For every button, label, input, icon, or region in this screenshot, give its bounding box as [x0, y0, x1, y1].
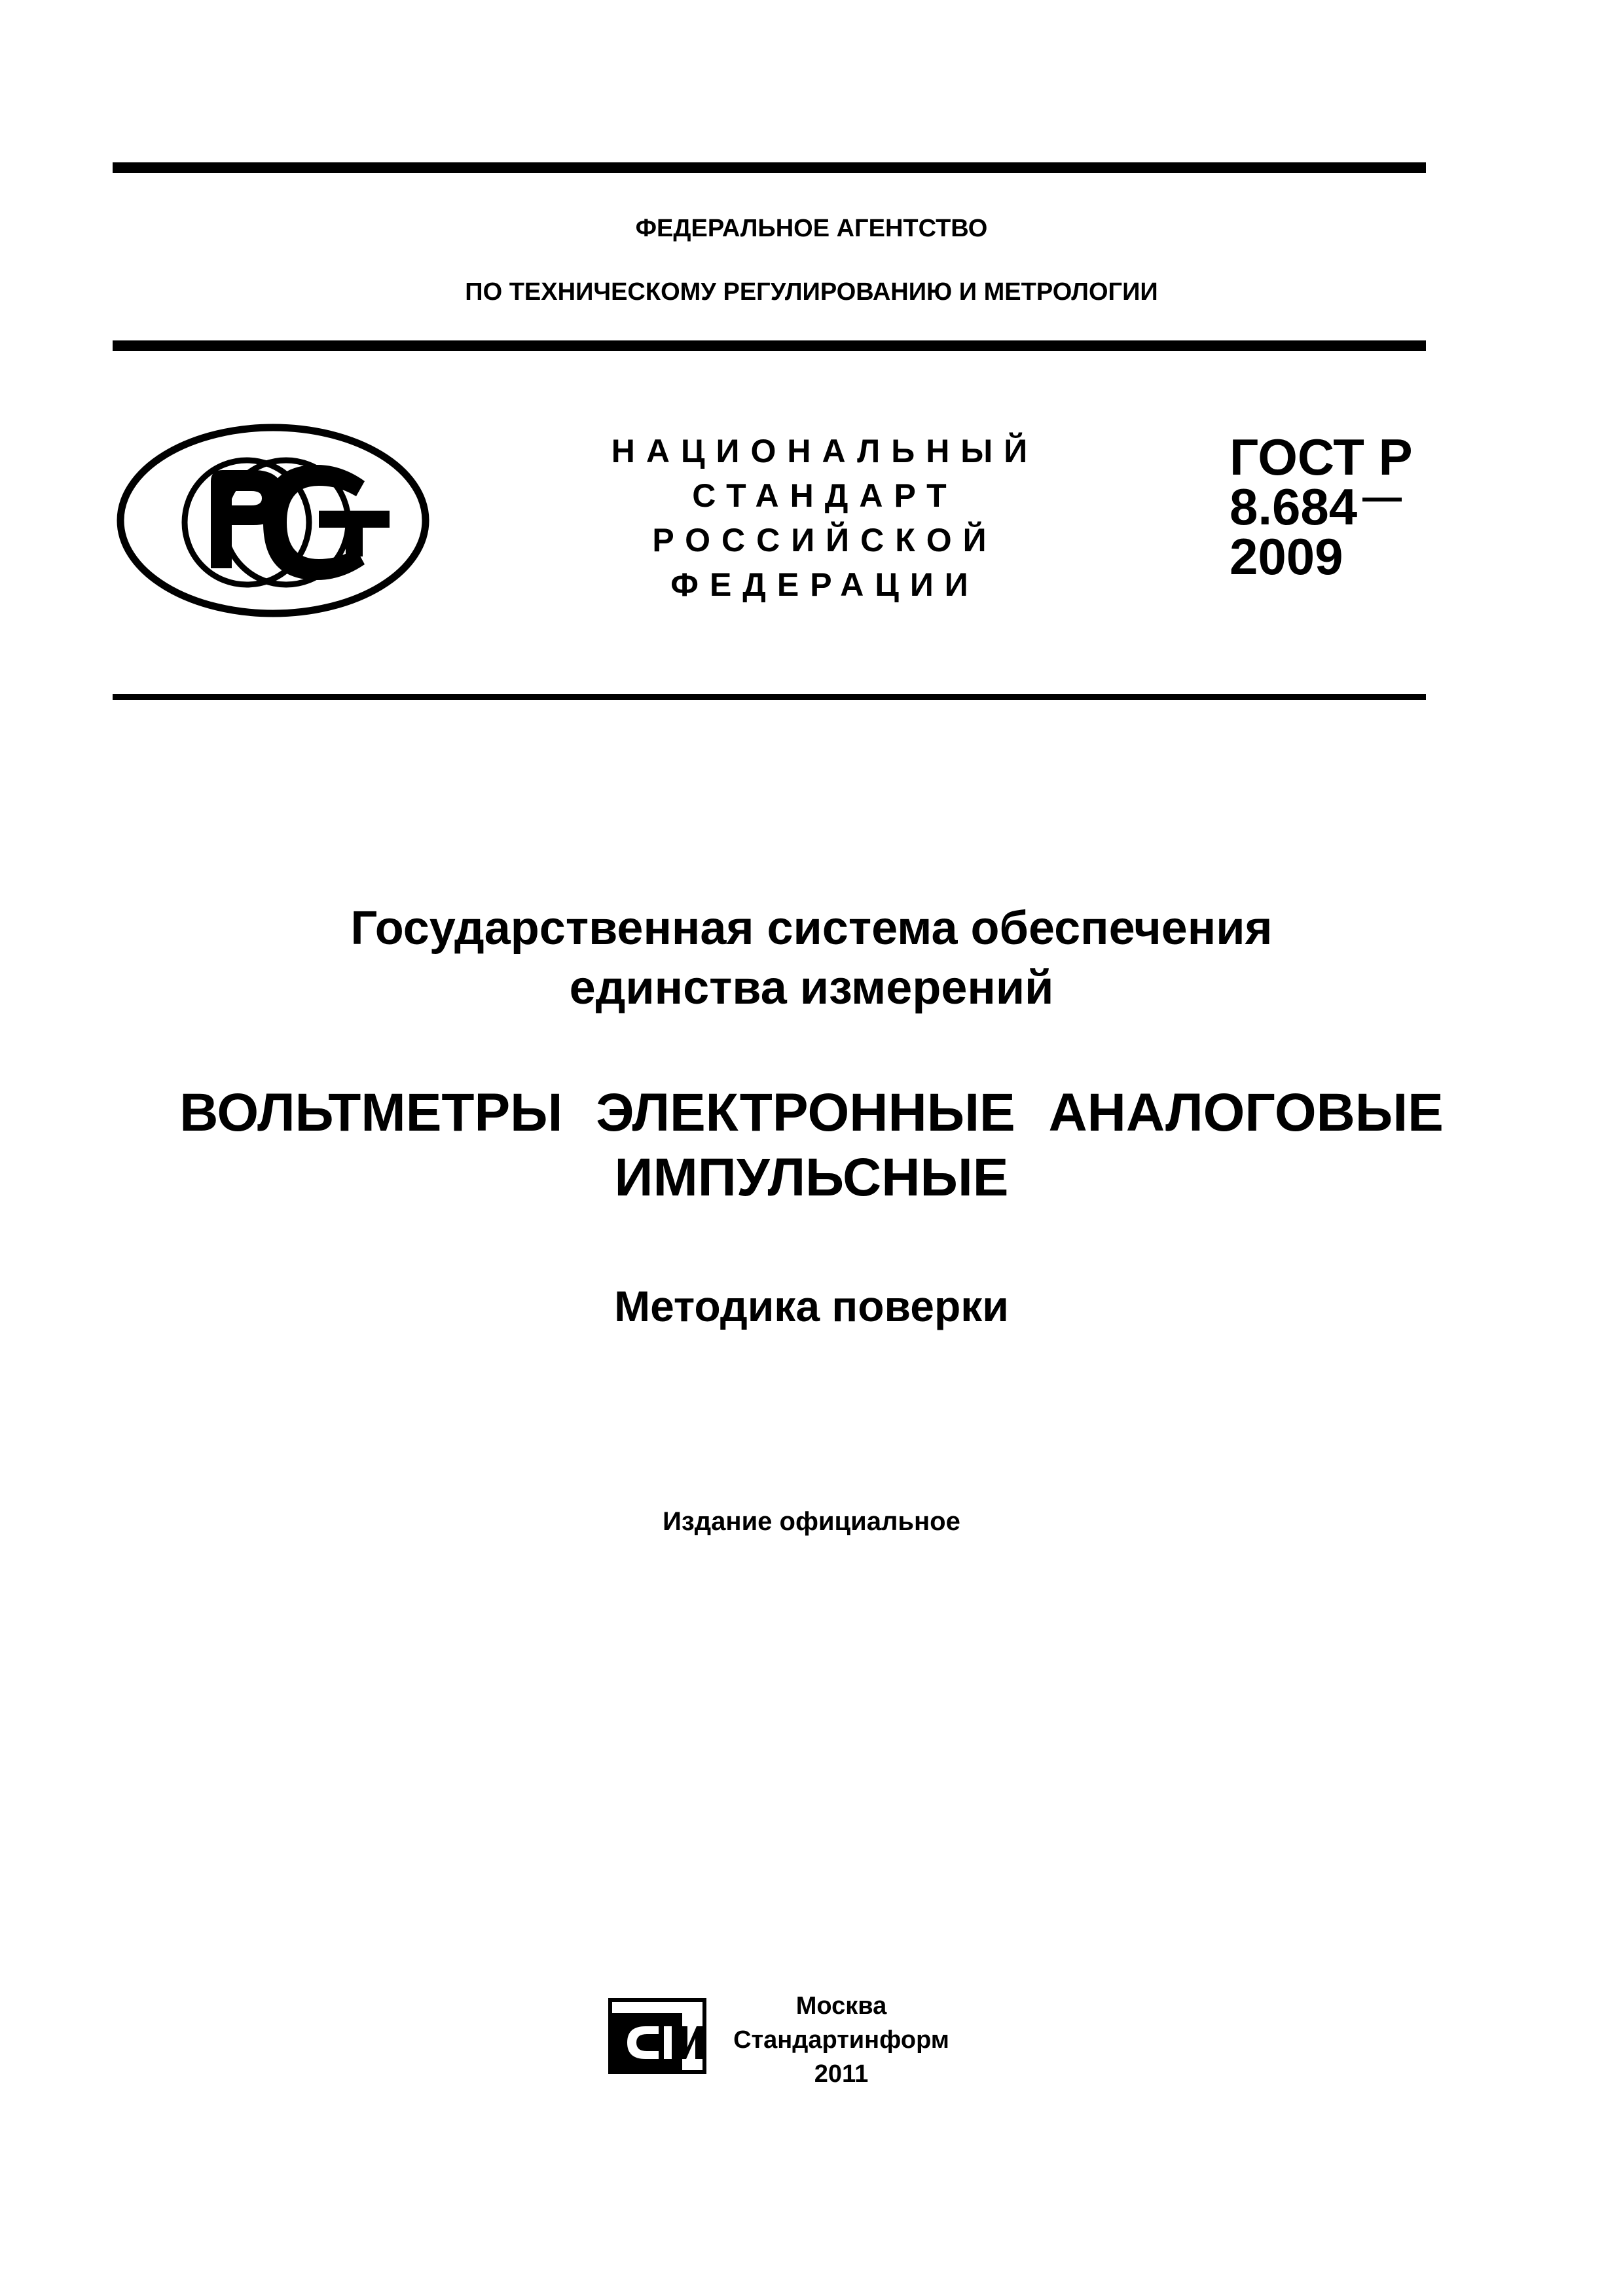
block-rule: [113, 694, 1426, 700]
rst-emblem-icon: [113, 419, 433, 622]
national-line-4: ФЕДЕРАЦИИ: [670, 566, 979, 603]
header-rule: [113, 340, 1426, 351]
imprint-year: 2011: [814, 2060, 869, 2088]
title-line-1: Государственная система обеспечения: [350, 902, 1273, 955]
subtitle: Методика поверки: [614, 1282, 1009, 1330]
national-standard-label: [576, 429, 1074, 607]
main-title-line-2: ИМПУЛЬСНЫЕ: [614, 1148, 1009, 1207]
imprint: [733, 1989, 949, 2091]
gost-line-1: ГОСТ Р: [1230, 428, 1413, 486]
imprint-city: Москва: [795, 1992, 887, 2020]
national-line-2: СТАНДАРТ: [692, 477, 958, 514]
gost-line-2: 8.684: [1230, 478, 1358, 536]
title-line-2: единства измерений: [569, 962, 1054, 1014]
national-line-3: РОССИЙСКОЙ: [652, 522, 998, 558]
gost-designation: [1230, 428, 1413, 585]
agency-line-1: ФЕДЕРАЛЬНОЕ АГЕНТСТВО: [635, 215, 988, 242]
edition-label: Издание официальное: [663, 1507, 960, 1536]
gost-dash: [1362, 498, 1402, 501]
agency-line-2: ПО ТЕХНИЧЕСКОМУ РЕГУЛИРОВАНИЮ И МЕТРОЛОГИИ: [465, 278, 1158, 306]
standartinform-logo-icon: [608, 1994, 707, 2075]
national-line-1: НАЦИОНАЛЬНЫЙ: [611, 433, 1039, 469]
imprint-publisher: Стандартинформ: [733, 2026, 949, 2054]
gost-line-3: 2009: [1230, 528, 1343, 585]
main-title-line-1: ВОЛЬТМЕТРЫ ЭЛЕКТРОННЫЕ АНАЛОГОВЫЕ: [179, 1083, 1444, 1142]
top-rule: [113, 162, 1426, 173]
